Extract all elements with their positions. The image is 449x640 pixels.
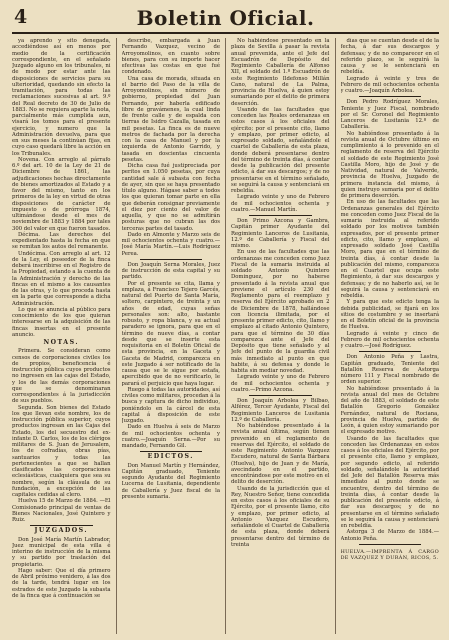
signature-paragraph: Legrado á veinte y tres de Febrero de mil ochocientos ochenta y cuatro.—Joaquín Arbolea.: [340, 75, 439, 94]
paragraph: Lo que se anuncia al público para conocimiento de los que quieran interesarse en la adquisición de las fincas insertas en el presente anuncio.: [12, 306, 111, 338]
column-4: [341, 38, 440, 634]
paragraph: Hago saber: Que el día primero de Abril próximo venidero, á las dos de la tarde, tendrá lugar en los estrados de este Juzgado la subasta de la finca que á continuación se: [12, 567, 111, 599]
section-divider: [359, 544, 422, 545]
section-divider: [359, 96, 422, 97]
paragraph: Segunda. Son bienes del Estado los que llevan este nombre, los de instrucción pública superior, cuyos productos ingresan en las Cajas del Estado, los del secuestro del ex-infante D. Carlos, los de los clérigos militares de S. Juan de Jerusalem, los de cofradías, obras pías, santuarios y todas las pertenecientes a que se hallan clasificados las corporaciones eclesiásticas, cualquiera que sea su nombre, según la cláusula de su fundación, a excepción de las capitales cedidas al clero.: [12, 404, 111, 498]
paragraph: No habiéndose presentado á la revista anual última, según tienen prevenido en el reglamento de reservas del Ejército, el soldado de este Regimiento Antonio Vazquez Escudero, natural de Santa Bárbara (Huelva), hijo de Juan y de María, avecindado en el partido, encontrándose por este motivo en el delito de deserción.: [231, 423, 330, 486]
paragraph: Don Joaquín Arbolea y Bilbao, Alférez, Tercer Ayudante, Fiscal del Regimiento Lanceros de Lusitania 12.º de Caballería.: [231, 398, 330, 423]
paragraph: Don Manuel Martín y Hernández, Capitán graduado, Teniente segundo Ayudante del Regimiento Lucerna de Lusitania, dependiente de Caballería y Juez fiscal de la presente sumaria.: [121, 462, 220, 500]
paragraph: Y para que este edicto tenga la debida publicidad, se fijará en los sitios de costumbre y se insertará en el Boletín oficial de la provincia de Huelva.: [340, 299, 439, 331]
section-heading-edictos: EDICTOS.: [147, 453, 194, 461]
section-divider: [359, 351, 422, 352]
paragraph: En uso de las facultades que las ordenanzas me conceden como Juez Fiscal de la sumaria instruida al soldado Antonio Quintero Dominguez, por no haberse presentado á la revista anual que previene el artículo 230 del Reglamento para el reemplazo y reserva del Ejército aprobado en 2 de Diciembre de 1878, hallándose con licencia ilimitada, por el presente primer edicto, cito, llamo y emplazo al citado Antonio Quintero, para que el término de 30 días comparezca ante el Jefe del Depósito que tiene señalado y al Jefe del punto de la guardia civil más inmediato al punto en que habite, á su defensa y donde le habita sin mediar novedad.: [231, 249, 330, 374]
paragraph: No habiéndose presentado en la plaza de Sevilla á pasar la revista anual prevenida, ante el Jefe del Escuadrón de Depósito del Regimiento Caballería de Alfonso XII, el soldado del 1.º Escuadrón de este Regimiento Ildefonso Millán Cano, natural de La Palma, provincia de Huelva, á quien estoy sumariando por el delito de primera deserción.: [231, 38, 330, 107]
paragraph: No habiéndose presentado á la revista anual de Octubre último en cumplimiento á lo prevenido en el reglamento de reserva del Ejército el soldado de este Regimiento José Castilla Moro, hijo de José y de Natividad, natural de Valverde, provincia de Huelva, Juzgado de primera instancia del mismo, á quien instruyo sumaria por el delito de primera deserción.: [340, 130, 439, 199]
signature-paragraph: Legrado veinte y uno de Febrero de mil ochocientos ochenta y cuatro.—Manuel Martín.: [231, 194, 330, 213]
paragraph: Don José María Martín Labrador, Juez municipal de esta villa é interino de instrucción de la misma y su partido por traslación del propietario.: [12, 536, 111, 568]
section-divider: [140, 259, 203, 260]
column-3: [231, 38, 330, 634]
paragraph: Dicha casa fué justipreciada por peritos en 1.050 pesetas, por cuya cantidad sale á subasta con fecha de ayer, sin que se haya presentado título alguno. Hágase saber a todos los que quieran tomar parte en ella que deberán consignar previamente el diez por ciento del valor de aquella, y que no se admitirán posturas que no cubran las dos terceras partes del tasado.: [121, 163, 220, 232]
paragraph: Don Pedro Rodríguez Morales, Teniente y Juez Fiscal, nombrado por el Sr. Coronel del Regimiento Lanceros de Lusitania 12.º de Caballería.: [340, 99, 439, 131]
paragraph: Usando de la jurisdicción que el Rey, Nuestro Señor, tiene concedida en estos casos á los oficiales de su Ejército, por el presente llamo, cito y emplazo, por primer edicto, al Antonio Vazquez Escudero, señalándole el Cuartel de Caballería de esta plaza, donde deberá presentarse dentro del término de treinta: [231, 485, 330, 548]
signature-paragraph: Dado en Huelva á seis de Marzo de mil ochocientos ochenta y cuatro.—Joaquín Serna.—Por su mandado, Fernando Gil.: [121, 424, 220, 449]
section-divider: [30, 525, 93, 526]
column-rule: [116, 38, 117, 634]
column-rule: [225, 38, 226, 634]
paragraph: Una casa de morada, situada en el barrio del Paso de la villa de Arroyomolinos, sin número de gobierno, propiedad del Juan Fernando, por haberla edificado libre de gravámenes, la cual linda de frente calle y de espalda con tierras de Isidro Cazalla, tasada en mil pesetas. La finca es de nueve metros de fachada por la derecha con la casa de Manuel y por la izquierda de Antonio Garrido, y tasada en doscientas cincuenta pesetas.: [121, 75, 220, 163]
paragraph: Undécima. Con arreglo al art. 12 de la Ley, el poseedor de la finca deberá inscribirse en el Registro de la Propiedad, estando a la cuenta de la Administración y derecho de las fincas en el mismo a los causantes de las otras, y lo que proceda hasta en la parte que corresponde a dicha Administración.: [12, 250, 111, 307]
paragraph: Novena. Con arreglo al párrafo 6.º del art. 10 de la Ley de 21 de Diciembre de 1861, las adjudicaciones hechas directamente de bienes amortizados al Estado y a favor del mismo, tanto en los primeros de la ley en virtud de otras disposiciones de carácter de impuesto o de prórroga 1874, ultimándose desde el mes de noviembre de 1883 y 1884 por tales 300 del valor en que fueron tasados.: [12, 156, 111, 232]
notes-heading: NOTAS.: [43, 339, 79, 346]
newspaper-title: Boletin Oficial.: [136, 6, 315, 30]
paragraph: Primera. Se consideran como censos de corporaciones civiles los de propios, beneficencia é instrucción pública cuyos productos no ingresen en las cajas del Estado, y los de las demás corporaciones que se denominaran correspondientes á la jurisdicción de sus pueblos.: [12, 348, 111, 405]
page-header: [12, 6, 439, 34]
paragraph: Don Primo Azcona y Gambra, Capitán primer Ayudante del Regimiento Lanceros de Lusitania, 12.º de Caballería y Fiscal del mismo.: [231, 218, 330, 249]
page-number: 4: [14, 6, 28, 28]
paragraph: ya aprendo y sito denegada, accediéndose así en menos por medio de la certificación correspondiente, en el señalado Juzgado alguno en los tribunales, ni de modo por estar ante las disposiciones de servicios para su ulterioridad, quedando sin efecto la tramitación, para todas las reclamaciones sucesivas al art. 9.º del Real decreto de 30 de Julio de 1883. No se requiera aparte la nota, parcialmente más cumplida aun, visará los tomos para el presente ejercicio, y numero que la Administración devuelva, para que en sus meses la continúan fijas, en cuyo caso quedará libre la acción en los Tribunales.: [12, 38, 111, 157]
section-divider: [249, 215, 312, 216]
paragraph: días que se cuentan desde el de la fecha, á dar sus descargos y defensas; y de no comparecer en el referido plazo, se le seguirá la causa y se le sentenciará en rebeldía.: [340, 38, 439, 76]
paragraph: Por el presente se cita, llama y emplaza, á Francisco Tejero Garcés, natural del Puerto de Santa María, soltero, carpintero, de treinta y un años de edad, cuyas señas personales son: alto, bastante robusto, y ropa blanca, y su actual paradero se ignora, para que en el término de nueve días, a contar desde que se inserte esta requisitoria en el Boletín Oficial de esta provincia, en la Gaceta y Gaceta de Madrid, comparezca en este Juzgado á ser notificado de la causa que se le sigue por estafa, apercibido que de no verificarlo, le parará el perjuicio que haya lugar.: [121, 280, 220, 387]
signature-paragraph: Astorga 3 de Marzo de 1884.—Antonio Peña.: [340, 529, 439, 542]
text-columns: [12, 38, 439, 634]
printer-imprint: HUELVA.—IMPRENTA Á CARGO DE VAZQUEZ Y DURÁN, RICOS, 5.: [340, 548, 439, 561]
signature-paragraph: Huelva 15 de Marzo de 1884. —El Comisionado principal de ventas de Bienes Nacionales, José Quintero y Ruiz.: [12, 498, 111, 523]
paragraph: Don Antonio Peña y Lastra, Capitán graduado, Teniente del Batallón Reserva de Astorga número 111 y Fiscal nombrado de orden superior.: [340, 354, 439, 386]
column-1: [12, 38, 111, 634]
section-heading-juzgados: JUZGADOS.: [34, 527, 89, 535]
section-divider: [249, 395, 312, 396]
paragraph: En uso de las facultades que las Ordenanzas generales del Ejército me conceden como Juez Fiscal de la sumaria instruida al referido soldado por los motivos también expresados, por el presente primer edicto, cito, llamo y emplazo, al expresado soldado José Castilla Moro, para que en el término de treinta días, á contar desde la publicación del mismo, comparezca en el Cuartel que ocupa este Regimiento, á dar sus descargos y defensas; y de no haberlo así, se le seguirá la causa y sentenciará en rebeldía.: [340, 199, 439, 299]
paragraph: Décima. Las derechos del expedientado hasta la fecha en que se remitan los autos del remanente.: [12, 231, 111, 251]
paragraph: describe, embargada á Juan Fernando Vazquez, vecino de Arroyomolinos, en cuanto sobre bienes, para con su importe hacer efectivas las costas en que fué condenado.: [121, 38, 220, 76]
column-rule: [335, 38, 336, 634]
section-divider: [140, 451, 203, 452]
paragraph: Don Joaquín Serna Morales, Juez de instrucción de esta capital y su partido.: [121, 261, 220, 281]
paragraph: Ruego á todas las autoridades, así civiles como militares, procedan á la busca y captura de dicho individuo, poniéndolo en la cárcel de esta capital á disposición de este Juzgado.: [121, 386, 220, 424]
paragraph: No habiéndose presentado á la revista anual del mes de Octubre del año de 1883, el soldado de este Batallón Gregorio González Fernández, natural de Rociana, provincia de Huelva, partido de León, á quien estoy sumariando por el expresado motivo.: [340, 385, 439, 436]
paragraph: Usando de las facultades que conceden las Reales ordenanzas en estos casos á los oficiales del ejército; por el presente cito, llamo y emplazo, por primer edicto, al expresado soldado, señalándole el cuartel de Caballería de esta plaza, donde deberá presentarse dentro del término de treinta días, á contar desde la publicación del presente edicto, á dar sus descargos; y de no presentarse en el término señalado, se seguirá la causa y sentenciará en rebeldía.: [231, 106, 330, 194]
signature-paragraph: Legrado veinte y uno de Febrero de mil ochocientos ochenta y cuatro.—Primo Azcona.: [231, 374, 330, 393]
signature-paragraph: Dado en Almonte y Marzo seis de mil ochocientos ochenta y cuatro.—José María Martín.—Luis Rodríguez Perea.: [121, 231, 220, 257]
column-2: [122, 38, 221, 634]
paragraph: Usando de las facultades que conceden las Ordenanzas en estos casos á los oficiales del Ejército, por el presente cito, llamo y emplazo, por segundo edicto, al referido soldado, señalándole la autoridad del Jefe del Batallón Reserva más inmediato al punto donde se encuentre, dentro del término de treinta días, á contar desde la publicación del presente edicto, á dar sus descargos; y de no presentarse en el término señalado se le seguirá la causa y sentenciará en rebeldía.: [340, 435, 439, 529]
signature-paragraph: Legrado á veinte y cinco de Febrero de mil ochocientos ochenta y cuatro.—José Rodríguez.: [340, 330, 439, 349]
